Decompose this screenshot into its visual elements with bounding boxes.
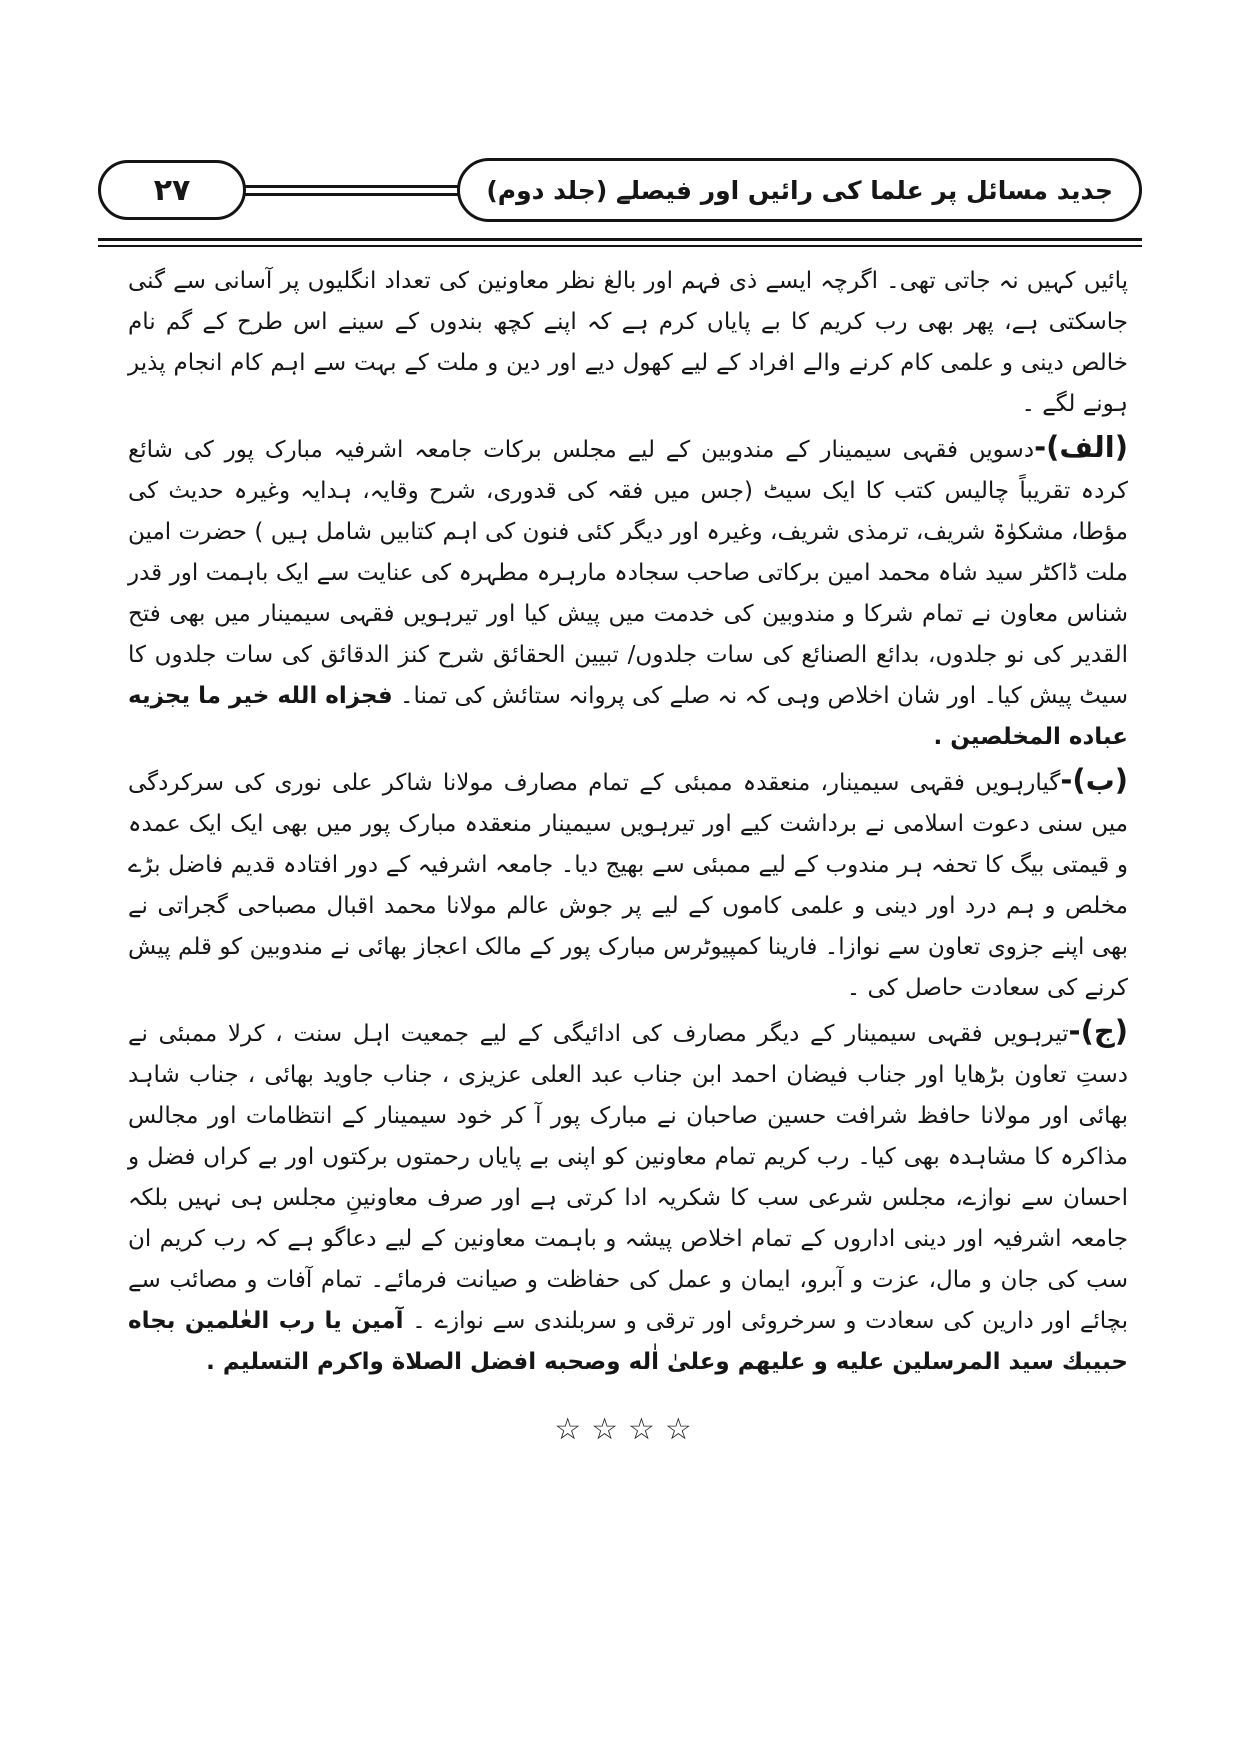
end-of-section-stars: ☆☆☆☆ [554, 1412, 702, 1447]
paragraph-marker-be: (ب)- [1060, 763, 1128, 797]
paragraph-jeem [128, 1011, 1128, 1383]
header-separator-rule [98, 238, 1142, 247]
paragraph-be [128, 760, 1128, 1009]
paragraph-text: گیارہویں فقہی سیمینار، منعقدہ ممبئی کے تمام مصارف مولانا شاکر علی نوری کی سرکردگی میں سنی دعوت اسلامی نے برداشت کیے اور تیرہویں سیمینار منعقدہ مبارک پور میں بھی ایک ایک عمدہ و قیمتی بیگ کا تحفہ ہر مندوب کے لیے ممبئی سے بھیج دیا۔ جامعہ اشرفیہ کے دور افتادہ قدیم فاضل بڑے مخلص و ہم درد اور دینی و علمی کاموں کے لیے پر جوش عالم مولانا محمد اقبال مصباحی گجراتی نے بھی اپنے جزوی تعاون سے نوازا۔ فارینا کمپیوٹرس مبارک پور کے مالک اعجاز بھائی نے مندوبین کو قلم پیش کرنے کی سعادت حاصل کی ۔ [128, 770, 1128, 1001]
paragraph-continuation [128, 261, 1128, 425]
page-body [128, 261, 1128, 1450]
paragraph-marker-alif: (الف)- [1034, 430, 1128, 464]
paragraph-text: پائیں کہیں نہ جاتی تھی۔ اگرچہ ایسے ذی فہم اور بالغ نظر معاونین کی تعداد انگلیوں پر آسانی سے گنی جاسکتی ہے، پھر بھی رب کریم کا بے پایاں کرم ہے کہ اپنے کچھ بندوں کے سینے اس طرح کے گم نام خالص دینی و علمی کام کرنے والے افراد کے لیے کھول دیے اور دین و ملت کے بہت سے اہم کام انجام پذیر ہونے لگے ۔ [128, 268, 1128, 417]
page-header [98, 158, 1142, 222]
header-rule [240, 185, 463, 196]
arabic-dua: فجزاه الله خير ما يجزيه عباده المخلصين . [128, 683, 1128, 750]
book-title: جدید مسائل پر علما کی رائیں اور فیصلے (جلد دوم) [486, 175, 1113, 205]
paragraph-alif [128, 427, 1128, 758]
paragraph-marker-jeem: (ج)- [1068, 1014, 1128, 1048]
page-number: ۲۷ [153, 172, 191, 208]
book-title-badge [457, 158, 1142, 222]
page-number-badge [98, 160, 246, 220]
paragraph-text: دسویں فقہی سیمینار کے مندوبین کے لیے مجلس برکات جامعہ اشرفیہ مبارک پور کی شائع کردہ تقریباً چالیس کتب کا ایک سیٹ (جس میں فقہ کی قدوری، شرح وقایہ، ہدایہ وغیرہ حدیث کی مؤطا، مشکوٰۃ شریف، ترمذی شریف، وغیرہ اور دیگر کئی فنون کی اہم کتابیں شامل ہیں ) حضرت امین ملت ڈاکٹر سید شاہ محمد امین برکاتی صاحب سجادہ مارہرہ مطہرہ کی عنایت سے ایک باہمت اور قدر شناس معاون نے تمام شرکا و مندوبین کی خدمت میں پیش کیا اور تیرہویں فقہی سیمینار میں بھی فتح القدیر کی نو جلدوں، بدائع الصنائع کی سات جلدوں/ تبیین الحقائق شرح کنز الدقائق کی سات جلدوں کا سیٹ پیش کیا۔ اور شان اخلاص وہی کہ نہ صلے کی پروانہ ستائش کی تمنا۔ [128, 437, 1128, 709]
arabic-dua: آمين يا رب العٰلمين بجاه حبيبك سيد المرسلين عليه و عليهم وعلىٰ اٰله وصحبه افضل الصلاة واكرم التسليم . [128, 1308, 1128, 1375]
paragraph-text: تیرہویں فقہی سیمینار کے دیگر مصارف کی ادائیگی کے لیے جمعیت اہل سنت ، کرلا ممبئی نے دستِ تعاون بڑھایا اور جناب فیضان احمد ابن جناب عبد العلی عزیزی ، جناب جاوید بھائی ، جناب شاہد بھائی اور مولانا حافظ شرافت حسین صاحبان نے مبارک پور آ کر خود سیمینار کے انتظامات اور مجالس مذاکرہ کا مشاہدہ بھی کیا۔ رب کریم تمام معاونین کو اپنی بے پایاں رحمتوں برکتوں اور بے کراں فضل و احسان سے نوازے، مجلس شرعی سب کا شکریہ ادا کرتی ہے اور صرف معاونینِ مجلس ہی نہیں بلکہ جامعہ اشرفیہ اور دینی اداروں کے تمام اخلاص پیشہ و باہمت معاونین کے لیے دعاگو ہے کہ رب کریم ان سب کی جان و مال، عزت و آبرو، ایمان و عمل کی حفاظت و صیانت فرمائے۔ تمام آفات و مصائب سے بچائے اور دارین کی سعادت و سرخروئی اور ترقی و سربلندی سے نوازے ۔ [128, 1021, 1128, 1334]
